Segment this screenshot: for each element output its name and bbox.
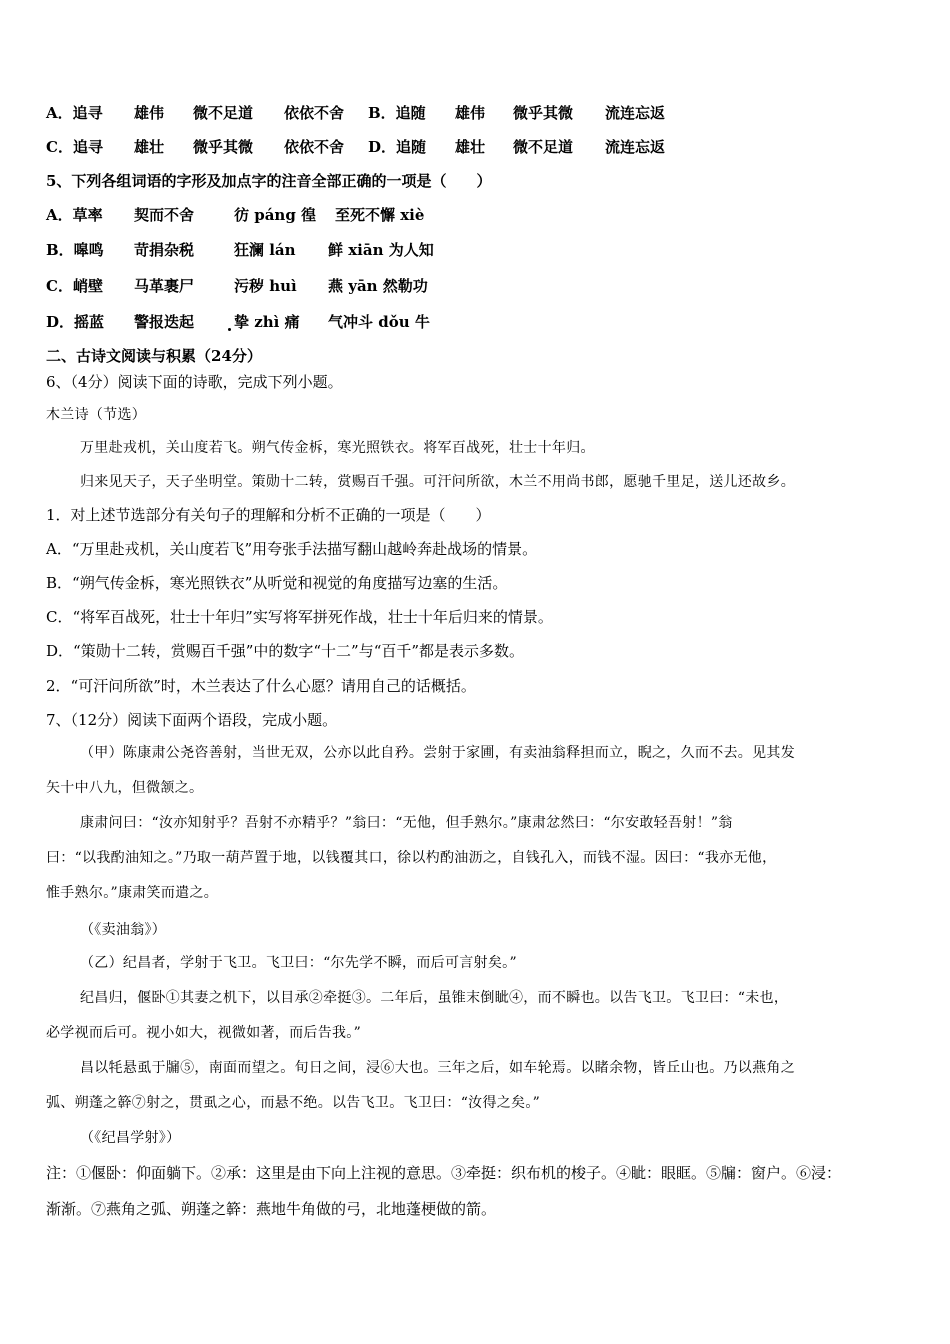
option-label: B．嗥鸣 (46, 241, 104, 259)
option-word: 雄壮 (455, 138, 486, 156)
passage-yi-line: 昌以牦悬虱于牖⑤，南面而望之。旬日之间，浸⑥大也。三年之后，如车轮焉。以睹余物，皆丘山也。乃以燕角之 (80, 1060, 795, 1076)
emphasis-dot (228, 328, 231, 331)
sub-question-2: 2．“可汗问所欲”时，木兰表达了什么心愿？请用自己的话概括。 (46, 677, 476, 695)
q5-stem: 5、下列各组词语的字形及加点字的注音全部正确的一项是（ ） (46, 172, 492, 190)
option-a-label: A．追寻 (46, 104, 103, 122)
passage-jia-line: 惟手熟尔。”康肃笑而遣之。 (46, 885, 219, 901)
option-label: A．草率 (46, 206, 103, 224)
option-word: 依依不舍 (284, 104, 345, 122)
option-word: 燕 yān 然勒功 (328, 277, 428, 295)
option-word: 微不足道 (513, 138, 574, 156)
option-word: 微乎其微 (513, 104, 574, 122)
poem-title: 木兰诗（节选） (46, 407, 147, 423)
option-word: 挚 zhì 痛 (234, 313, 300, 331)
passage-jia-line: 康肃问曰：“汝亦知射乎？吾射不亦精乎？”翁曰：“无他，但手熟尔。”康肃忿然曰：“尔安敢轻吾射！”翁 (80, 815, 733, 831)
option-label: D．摇蓝 (46, 313, 105, 331)
option-word: 流连忘返 (605, 138, 666, 156)
annotation-note: 注：①偃卧：仰面躺下。②承：这里是由下向上注视的意思。③牵挺：织布机的梭子。④眦：眼眶。⑤牖：窗户。⑥浸： (46, 1164, 842, 1182)
sub1-option-c: C．“将军百战死，壮士十年归”实写将军拼死作战，壮士十年后归来的情景。 (46, 608, 553, 626)
passage-jia-source: （《卖油翁》） (80, 922, 167, 938)
sub-question-1: 1．对上述节选部分有关句子的理解和分析不正确的一项是（ ） (46, 506, 491, 524)
sub1-option-b: B．“朔气传金柝，寒光照铁衣”从听觉和视觉的角度描写边塞的生活。 (46, 574, 508, 592)
passage-yi-line: 纪昌归，偃卧①其妻之机下，以目承②牵挺③。二年后，虽锥末倒眦④，而不瞬也。以告飞卫。飞卫曰：“未也， (80, 990, 789, 1006)
option-word: 气冲斗 dǒu 牛 (328, 313, 430, 331)
option-word: 契而不舍 (134, 206, 195, 224)
option-word: 雄壮 (134, 138, 165, 156)
option-word: 警报迭起 (134, 313, 195, 331)
option-word: 微乎其微 (193, 138, 254, 156)
option-word: 至死不懈 xiè (335, 206, 425, 224)
option-label: C．峭壁 (46, 277, 103, 295)
q7-stem: 7、（12分）阅读下面两个语段，完成小题。 (46, 711, 338, 729)
option-word: 依依不舍 (284, 138, 345, 156)
option-word: 污秽 huì (234, 277, 297, 295)
option-word: 鲜 xiān 为人知 (328, 241, 434, 259)
option-b-label: B．追随 (368, 104, 426, 122)
sub1-option-a: A．“万里赴戎机，关山度若飞”用夸张手法描写翻山越岭奔赴战场的情景。 (46, 540, 538, 558)
q6-stem: 6、（4分）阅读下面的诗歌，完成下列小题。 (46, 373, 343, 391)
passage-jia-line: （甲）陈康肃公尧咨善射，当世无双，公亦以此自矜。尝射于家圃，有卖油翁释担而立，睨之，久而不去。见其发 (80, 745, 795, 761)
passage-yi-source: （《纪昌学射》） (80, 1130, 181, 1146)
option-word: 雄伟 (134, 104, 165, 122)
option-word: 马革裹尸 (134, 277, 195, 295)
poem-line: 万里赴戎机，关山度若飞。朔气传金柝，寒光照铁衣。将军百战死，壮士十年归。 (80, 440, 595, 456)
option-word: 苛捐杂税 (134, 241, 195, 259)
option-word: 彷 páng 徨 (234, 206, 317, 224)
passage-yi-line: 必学视而后可。视小如大，视微如著，而后告我。” (46, 1025, 362, 1041)
poem-line: 归来见天子，天子坐明堂。策勋十二转，赏赐百千强。可汗问所欲，木兰不用尚书郎，愿驰千里足，送儿还故乡。 (80, 474, 795, 490)
option-word: 流连忘返 (605, 104, 666, 122)
passage-jia-line: 矢十中八九，但微颔之。 (46, 780, 204, 796)
option-word: 微不足道 (193, 104, 254, 122)
passage-yi-line: （乙）纪昌者，学射于飞卫。飞卫曰：“尔先学不瞬，而后可言射矣。” (80, 955, 517, 971)
sub1-option-d: D．“策勋十二转，赏赐百千强”中的数字“十二”与“百千”都是表示多数。 (46, 642, 525, 660)
option-word: 狂澜 lán (234, 241, 296, 259)
annotation-note: 渐渐。⑦燕角之弧、朔蓬之簳：燕地牛角做的弓，北地蓬梗做的箭。 (46, 1200, 497, 1218)
option-d-label: D．追随 (368, 138, 427, 156)
passage-yi-line: 弧、朔蓬之簳⑦射之，贯虱之心，而悬不绝。以告飞卫。飞卫曰：“汝得之矣。” (46, 1095, 541, 1111)
section-heading: 二、古诗文阅读与积累（24分） (46, 347, 262, 365)
option-c-label: C．追寻 (46, 138, 103, 156)
passage-jia-line: 曰：“以我酌油知之。”乃取一葫芦置于地，以钱覆其口，徐以杓酌油沥之，自钱孔入，而钱不湿。因曰：“我亦无他， (46, 850, 777, 866)
option-word: 雄伟 (455, 104, 486, 122)
